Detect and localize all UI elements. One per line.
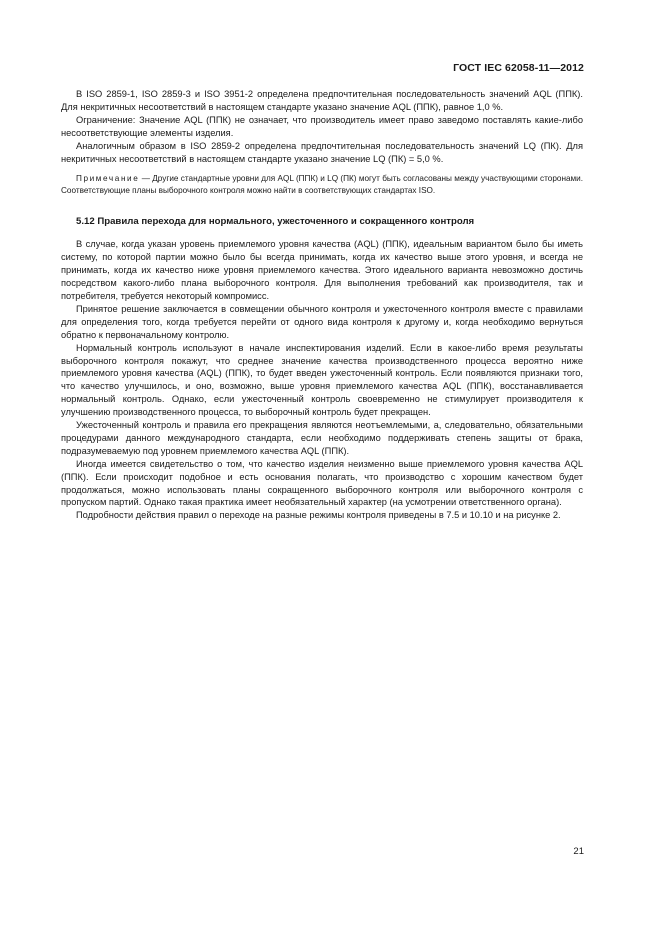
intro-paragraph: Ограничение: Значение AQL (ППК) не означает, что производитель имеет право заведомо поставлять какие-либо несоответствующие элементы изделия. [61, 114, 583, 138]
note-text: — Другие стандартные уровни для AQL (ППК) и LQ (ПК) могут быть согласованы между участвующими сторонами. Соответствующие планы выборочного контроля можно найти в соответствующих стандартах ISO. [61, 174, 583, 195]
section-paragraph: Нормальный контроль используют в начале инспектирования изделий. Если в какое-либо время результаты выборочного контроля покажут, что среднее значение качества производственного процесса вероятно ниже приемлемого уровня качества (AQL) (ППК), то будет введен ужесточенный контроль. Если появляются признаки того, что качество улучшилось, и оно, возможно, выше уровня приемлемого качества AQL (ППК), восстанавливается нормальный контроль. Однако, если ужесточенный контроль своевременно не стимулирует производителя к улучшению производственного процесса, то выборочный контроль будет прекращен. [61, 342, 583, 418]
section-title: 5.12 Правила перехода для нормального, ужесточенного и сокращенного контроля [76, 216, 475, 228]
page-content [61, 88, 583, 522]
document-header: ГОСТ IEC 62058-11—2012 [453, 62, 584, 74]
section-paragraph: Принятое решение заключается в совмещении обычного контроля и ужесточенного контроля вместе с правилами для определения того, когда требуется перейти от одного вида контроля к другому и, когда необходимо вернуться обратно к первоначальному контролю. [61, 303, 583, 340]
section-paragraph: В случае, когда указан уровень приемлемого уровня качества (AQL) (ППК), идеальным вариантом было бы иметь систему, по которой партии можно было бы всегда принимать, когда их качество выше этого уровня, и всегда не принимать, когда их качество ниже уровня приемлемого качества. Этого идеального варианта невозможно достичь посредством какого-либо плана выборочного контроля. Для выполнения требований как производителя, так и потребителя, требуется некоторый компромисс. [61, 239, 583, 301]
section-paragraph: Подробности действия правил о переходе на разные режимы контроля приведены в 7.5 и 10.10 и на рисунке 2. [76, 510, 561, 521]
section-paragraph: Ужесточенный контроль и правила его прекращения являются неотъемлемыми, а, следовательно, обязательными процедурами данного международного стандарта, если необходимо поддерживать степень защиты от брака, подразумеваемую под уровнем приемлемого качества AQL (ППК). [61, 420, 583, 456]
note [61, 173, 583, 196]
page-number: 21 [573, 846, 584, 857]
note-label: Примечание [76, 174, 140, 184]
intro-paragraph: Аналогичным образом в ISO 2859-2 определена предпочтительная последовательность значений LQ (ПК). Для некритичных несоответствий в настоящем стандарте указано значение LQ (ПК) = 5,0 %. [61, 140, 583, 164]
intro-paragraph: В ISO 2859-1, ISO 2859-3 и ISO 3951-2 определена предпочтительная последовательность значений AQL (ППК). Для некритичных несоответствий в настоящем стандарте указано значение AQL (ППК), равное 1,0 %. [61, 89, 583, 112]
section-paragraph: Иногда имеется свидетельство о том, что качество изделия неизменно выше приемлемого уровня качества AQL (ППК). Если происходит подобное и есть основания полагать, что производство с хорошим качеством будет продолжаться, можно использовать планы сокращенного выборочного контроля или выборочного контроля с пропуском партий. Однако такая практика имеет необязательный характер (на усмотрении ответственного органа). [61, 458, 583, 508]
